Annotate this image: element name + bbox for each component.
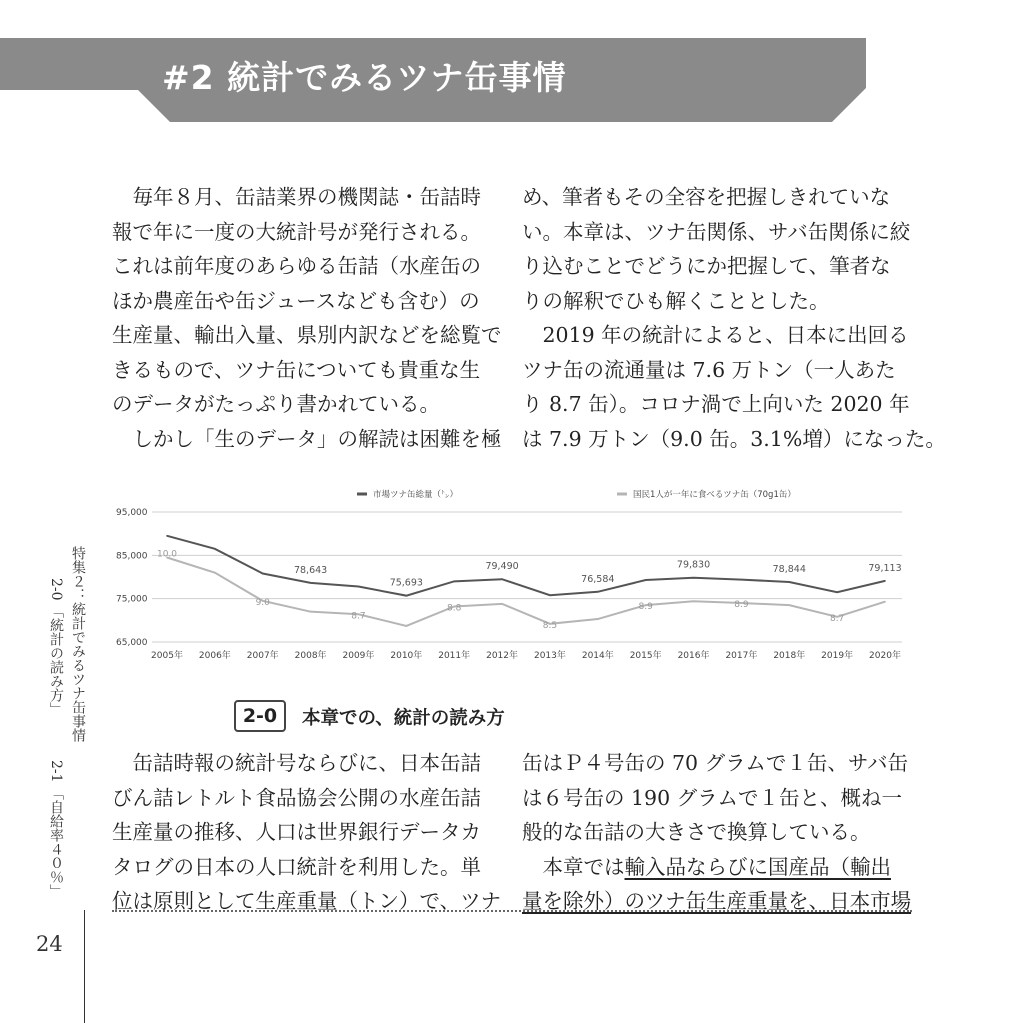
intro-right-line: め、筆者もその全容を把握しきれていな [522, 185, 891, 209]
body-left-line: 缶詰時報の統計号ならびに、日本缶詰 [112, 751, 481, 775]
sidebar-item1-title: 「統計の読み方」 [48, 604, 64, 716]
x-tick-label: 2018年 [773, 651, 806, 661]
body-left-line: タログの日本の人口統計を利用した。単 [112, 854, 481, 879]
intro-right-line: り 8.7 缶）。コロナ渦で上向いた 2020 年 [522, 392, 910, 416]
data-point [453, 581, 455, 583]
data-label: 79,830 [676, 559, 711, 571]
x-tick-label: 2005年 [151, 651, 183, 661]
intro-left-line: 毎年８月、缶詰業界の機関誌・缶詰時 [112, 185, 481, 209]
legend-label: 国民1人が一年に食べるツナ缶（70g1缶） [633, 490, 796, 500]
y-tick-label: 65,000 [116, 638, 148, 648]
data-point [597, 618, 599, 620]
body-right-line: 缶はＰ４号缶の 70 グラムで１缶、サバ缶 [522, 751, 909, 775]
data-point [884, 601, 886, 603]
body-right-line-underlined [522, 850, 911, 885]
data-label: 8.5 [542, 620, 558, 631]
data-point [501, 603, 503, 605]
data-label: 10.0 [156, 549, 178, 560]
intro-left-line: きるもので、ツナ缶についても貴重な生 [112, 357, 481, 382]
data-label: 9.0 [255, 597, 270, 608]
intro-left-line: 報で年に一度の大統計号が発行される。 [112, 219, 481, 244]
data-label: 79,113 [868, 562, 902, 574]
data-point [597, 591, 599, 593]
intro-right-column [522, 180, 946, 456]
x-tick-label: 2009年 [342, 651, 375, 661]
legend-label: 市場ツナ缶総量（㌧） [373, 490, 459, 500]
data-point [310, 611, 312, 613]
sidebar-item2-title: 「自給率４０％」 [48, 786, 64, 898]
data-point [884, 580, 886, 582]
data-point [406, 595, 408, 597]
data-point [358, 586, 360, 588]
section-number: 2-0 [234, 700, 286, 732]
x-tick-label: 2008年 [294, 651, 327, 661]
data-point [836, 591, 838, 593]
body-right-line: は６号缶の 190 グラムで１缶と、概ね一 [522, 785, 902, 810]
data-label: 8.8 [447, 603, 462, 614]
data-point [166, 535, 168, 537]
sidebar-chapter: 特集２：統計でみるツナ缶事情 [70, 546, 86, 742]
data-point [310, 582, 312, 584]
data-label: 8.7 [829, 613, 845, 624]
x-tick-label: 2015年 [629, 651, 662, 661]
data-label: 8.9 [638, 602, 653, 613]
body-right-line: 般的な缶詰の大きさで換算している。 [522, 820, 871, 844]
data-label: 79,490 [485, 561, 519, 573]
data-label: 76,584 [581, 573, 615, 585]
body-right-column [522, 746, 911, 919]
x-tick-label: 2013年 [533, 651, 566, 661]
x-tick-label: 2019年 [821, 651, 854, 661]
intro-left-line: のデータがたっぷり書かれている。 [112, 392, 440, 416]
body-left-line: 生産量の推移、人口は世界銀行データカ [112, 820, 481, 844]
line-chart-svg [112, 482, 912, 672]
sidebar-item1-number: 2-0 [48, 578, 64, 601]
x-tick-label: 2006年 [198, 651, 231, 661]
chapter-title: #2 統計でみるツナ缶事情 [162, 58, 567, 97]
data-label: 8.9 [734, 600, 749, 610]
margin-rule [84, 910, 85, 1023]
x-tick-label: 2007年 [246, 651, 279, 661]
data-label: 78,844 [772, 564, 806, 576]
dotted-divider [112, 910, 912, 912]
data-point [788, 604, 790, 606]
body-left-line: びん詰レトルト食品協会公開の水産缶詰 [112, 785, 481, 810]
chapter-banner [0, 38, 866, 122]
body-left-line: 位は原則として生産重量（トン）で、ツナ [112, 889, 502, 913]
tuna-statistics-chart [112, 482, 912, 672]
intro-left-line: しかし「生のデータ」の解読は困難を極 [112, 426, 502, 451]
x-tick-label: 2020年 [869, 651, 901, 661]
x-tick-label: 2011年 [438, 651, 471, 661]
data-point [741, 579, 743, 581]
x-tick-label: 2017年 [725, 651, 758, 661]
underlined-text: 輸入品ならびに国産品（輸出 [624, 854, 891, 879]
intro-right-line: ツナ缶の流通量は 7.6 万トン（一人あた [522, 357, 896, 382]
data-label: 75,693 [389, 577, 423, 589]
intro-right-line: り込むことでどうにか把握して、筆者な [522, 254, 891, 278]
data-point [214, 548, 216, 550]
body-left-column [112, 746, 501, 919]
sidebar-item2-number: 2-1 [48, 760, 64, 783]
intro-right-line: 2019 年の統計によると、日本に出回る [522, 323, 909, 347]
data-point [645, 579, 647, 581]
intro-left-line: これは前年度のあらゆる缶詰（水産缶の [112, 254, 481, 278]
x-tick-label: 2010年 [390, 651, 423, 661]
y-tick-label: 95,000 [116, 508, 148, 518]
data-point [788, 581, 790, 583]
data-point [501, 578, 503, 580]
data-point [693, 577, 695, 579]
x-tick-label: 2014年 [581, 651, 614, 661]
intro-right-line: は 7.9 万トン（9.0 缶。3.1%増）になった。 [522, 426, 946, 451]
intro-left-line: 生産量、輸出入量、県別内訳などを総覧で [112, 323, 502, 347]
y-tick-label: 85,000 [116, 551, 148, 562]
data-point [549, 594, 551, 596]
intro-left-column [112, 180, 502, 456]
page-number: 24 [36, 932, 63, 956]
body-right-line: 量を除外）のツナ缶生産重量を、日本市場 [522, 889, 912, 913]
y-tick-label: 75,000 [116, 594, 148, 605]
intro-left-line: ほか農産缶や缶ジュースなども含む）の [112, 288, 480, 313]
data-label: 8.7 [351, 611, 366, 622]
underline-prefix: 本章では [522, 854, 625, 879]
data-point [214, 572, 216, 574]
data-label: 78,643 [293, 564, 328, 576]
data-point [262, 573, 264, 575]
data-point [406, 625, 408, 627]
data-point [693, 600, 695, 602]
intro-right-line: りの解釈でひも解くこととした。 [522, 288, 830, 313]
x-tick-label: 2012年 [486, 651, 519, 661]
intro-right-line: い。本章は、ツナ缶関係、サバ缶関係に絞 [522, 219, 911, 244]
section-title: 本章での、統計の読み方 [302, 708, 505, 729]
x-tick-label: 2016年 [677, 651, 710, 661]
